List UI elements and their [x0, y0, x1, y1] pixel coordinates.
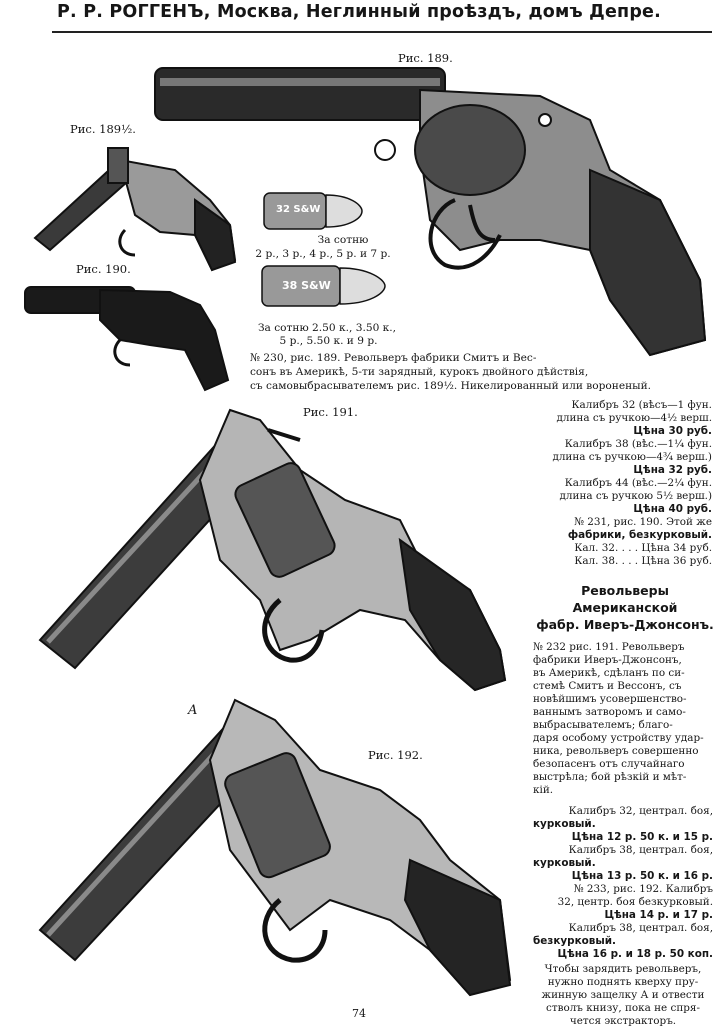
cartridge-38-price-line-2: 5 р., 5.50 к. и 9 р.	[279, 335, 378, 347]
item-231-line: фабрики, безкурковый.	[567, 529, 712, 541]
caliber-line: безкурковый.	[533, 935, 616, 947]
item-232-description	[533, 641, 713, 797]
figure-label-192: Рис. 192.	[368, 748, 423, 762]
item-231-line: № 231, рис. 190. Этой же	[574, 516, 712, 528]
item-232-line: безопасенъ отъ случайнаго	[533, 758, 685, 770]
section-heading-line-1: Револьверы Американской	[572, 583, 678, 615]
item-232-line: стемѣ Смитъ и Вессонъ, съ	[533, 680, 682, 692]
item-232-line: выстрѣла; бой рѣзкій и мѣт-	[533, 771, 687, 783]
loading-note-line: жинную защелку А и отвести	[541, 989, 705, 1001]
item-231-price: Кал. 32. . . . Цѣна 34 руб.	[574, 542, 712, 554]
cartridge-38-stamp: 38 S&W	[282, 279, 331, 292]
page-header: Р. Р. РОГГЕНЪ, Москва, Неглинный проѣздъ, домъ Депре.	[57, 2, 661, 22]
item-232-line: кій.	[533, 784, 554, 796]
caliber-line: Калибръ 38, централ. боя,	[568, 844, 713, 856]
loading-note-line: стволъ книзу, пока не спря-	[546, 1002, 700, 1014]
section-heading-line-2: фабр. Иверъ-Джонсонъ.	[536, 617, 714, 632]
item-233-line: № 233, рис. 192. Калибръ	[573, 883, 713, 895]
caliber-line: Калибръ 38 (вѣс.—1¼ фун.	[564, 438, 712, 450]
desc-230-line-3: съ самовыбрасывателемъ рис. 189½. Никелированный или вороненый.	[250, 380, 652, 392]
loading-note-line: Чтобы зарядить револьверъ,	[544, 963, 702, 975]
item-232-line: № 232 рис. 191. Револьверъ	[533, 641, 685, 653]
item-232-line: въ Америкѣ, сдѣланъ по си-	[533, 667, 685, 679]
desc-230-line-2: сонъ въ Америкѣ, 5-ти зарядный, курокъ двойного дѣйствія,	[250, 366, 589, 378]
figure-label-191: Рис. 191.	[303, 405, 358, 419]
figure-label-189: Рис. 189.	[398, 51, 453, 65]
item-232-line: новѣйшимъ усовершенство-	[533, 693, 687, 705]
caliber-line: Калибръ 38, централ. боя,	[568, 922, 713, 934]
price-line: Цѣна 32 руб.	[633, 464, 712, 476]
caliber-line: Калибръ 32 (вѣсъ—1 фун.	[571, 399, 712, 411]
section-heading-iver-johnson	[536, 582, 714, 633]
figure-label-190: Рис. 190.	[76, 262, 131, 276]
price-line: Цѣна 16 р. и 18 р. 50 коп.	[557, 948, 713, 960]
price-line: Цѣна 12 р. 50 к. и 15 р.	[571, 831, 713, 843]
item-232-line: даря особому устройству удар-	[533, 732, 704, 744]
loading-note-line: нужно поднять кверху пру-	[547, 976, 699, 988]
item-232-line: ваннымъ затворомъ и само-	[533, 706, 686, 718]
item-231-price: Кал. 38. . . . Цѣна 36 руб.	[574, 555, 712, 567]
item-232-233-prices	[533, 805, 713, 961]
cartridge-32-price-line-2: 2 р., 3 р., 4 р., 5 р. и 7 р.	[255, 248, 391, 260]
cartridge-32-stamp: 32 S&W	[276, 204, 321, 215]
latch-label-a: A	[188, 703, 198, 718]
page-number: 74	[352, 1007, 366, 1020]
item-232-line: выбрасывателемъ; благо-	[533, 719, 673, 731]
cartridge-38-price-line-1: За сотню 2.50 к., 3.50 к.,	[257, 322, 397, 334]
price-line: Цѣна 13 р. 50 к. и 16 р.	[571, 870, 713, 882]
item-232-line: ника, револьверъ совершенно	[533, 745, 699, 757]
item-231-block	[500, 516, 712, 568]
desc-230-line-1: № 230, рис. 189. Револьверъ фабрики Смитъ и Вес-	[250, 352, 537, 364]
cartridge-32-price-line-1: За сотню	[317, 234, 369, 246]
caliber-line: Калибръ 44 (вѣс.—2¼ фун.	[564, 477, 712, 489]
caliber-line: длина съ ручкою—4½ верш.	[556, 412, 712, 424]
caliber-line: длина съ ручкою—4¾ верш.)	[552, 451, 712, 463]
loading-note-line: чется экстракторъ.	[569, 1015, 677, 1027]
caliber-line: курковый.	[533, 857, 596, 869]
price-line: Цѣна 30 руб.	[633, 425, 712, 437]
item-233-line: 32, центр. боя безкурковый.	[557, 896, 713, 908]
calibers-230-list	[500, 399, 712, 516]
caliber-line: курковый.	[533, 818, 596, 830]
caliber-line: длина съ ручкою 5½ верш.)	[559, 490, 712, 502]
price-line: Цѣна 14 р. и 17 р.	[604, 909, 713, 921]
item-232-line: фабрики Иверъ-Джонсонъ,	[533, 654, 682, 666]
caliber-line: Калибръ 32, централ. боя,	[568, 805, 713, 817]
price-line: Цѣна 40 руб.	[633, 503, 712, 515]
figure-label-189-half: Рис. 189½.	[70, 122, 136, 136]
